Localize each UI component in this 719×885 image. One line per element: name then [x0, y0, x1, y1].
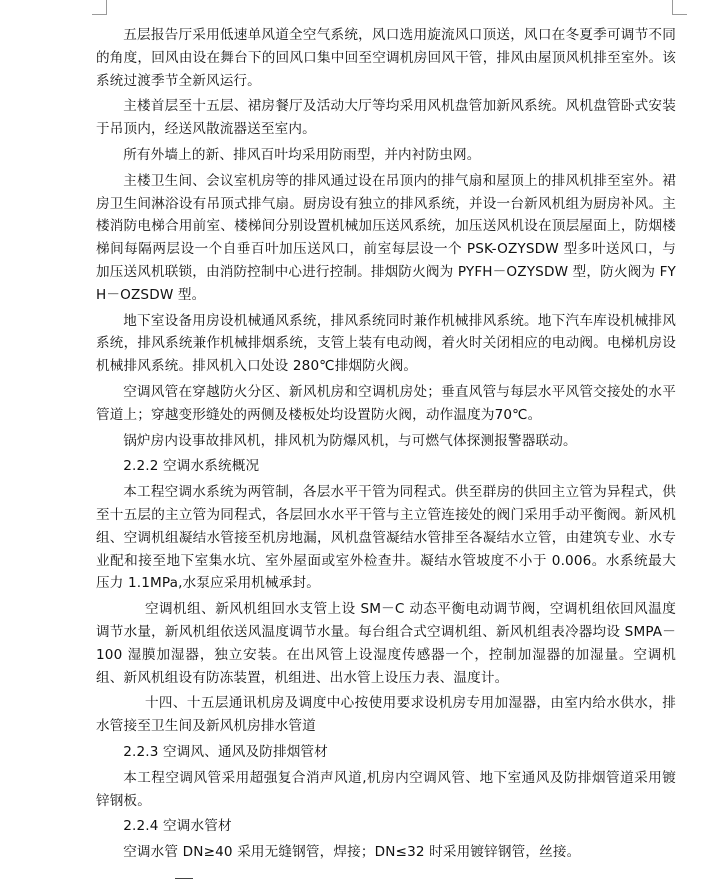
paragraph-fire-dampers: 空调风管在穿越防火分区、新风机房和空调机房处；垂直风管与每层水平风管交接处的水平管道上；穿越变形缝处的两侧及楼板处均设置防火阀，动作温度为70℃。	[96, 383, 676, 423]
paragraph-boiler-room-exhaust: 锅炉房内设事故排风机，排风机为防爆风机，与可燃气体探测报警器联动。	[123, 432, 577, 449]
paragraph-basement-ventilation: 地下室设备用房设机械通风系统，排风系统同时兼作机械排风系统。地下汽车库设机械排风系统，排风系统兼作机械排烟系统，支管上装有电动阀，着火时关闭相应的电动阀。电梯机房设机械排风系统。排风机入口处设 280℃排烟防火阀。	[96, 312, 676, 375]
section-heading-water-pipe-materials: 2.2.4 空调水管材	[123, 818, 232, 835]
paragraph-balancing-valves: 空调机组、新风机组回水支管上设 SM－C 动态平衡电动调节阀，空调机组依回风温度调节水量，新风机组依送风温度调节水量。每台组合式空调机组、新风机组表冷器均设 SMPA－100 湿膜加湿器，独立安装。在出风管上设湿度传感器一个，控制加湿器的加湿量。空调机组、新风机组设有防冻装置，机组进、出水管上设压力表、温度计。	[96, 601, 676, 686]
paragraph-exhaust-and-pressurization: 主楼卫生间、会议室机房等的排风通过设在吊顶内的排气扇和屋顶上的排风机排至室外。裙房卫生间淋浴设有吊顶式排气扇。厨房设有独立的排风系统，并设一台新风机组为厨房补风。主楼消防电梯合用前室、楼梯间分别设置机械加压送风系统，加压送风机设在顶层屋面上，防烟楼梯间每隔两层设一个自垂百叶加压送风口，前室每层设一个 PSK-OZYSDW 型多叶送风口，与加压送风机联锁，由消防控制中心进行控制。排烟防火阀为 PYFH－OZYSDW 型，防火阀为 FYH－OZSDW 型。	[96, 172, 676, 303]
paragraph-water-system-overview: 本工程空调水系统为两管制，各层水平干管为同程式。供至群房的供回主立管为异程式，供至十五层的主立管为同程式，各层回水水平干管与主立管连接处的阀门采用手动平衡阀。新风机组、空调机组凝结水管接至机房地漏，风机盘管凝结水管排至各凝结水立管，由建筑专业、水专业配和接至地下室集水坑、室外屋面或室外检查井。凝结水管坡度不小于 0.006。水系统最大压力 1.1MPa,水泵应采用机械承封。	[96, 484, 676, 592]
document-body	[96, 24, 676, 867]
paragraph-water-pipe-materials: 空调水管 DN≥40 采用无缝钢管，焊接；DN≤32 时采用镀锌钢管，丝接。	[123, 844, 581, 861]
section-heading-duct-materials: 2.2.3 空调风、通风及防排烟管材	[123, 743, 328, 760]
paragraph-duct-materials: 本工程空调风管采用超强复合消声风道,机房内空调风管、地下室通风及防排烟管道采用镀锌钢板。	[96, 769, 676, 809]
paragraph-auditorium-air-system: 五层报告厅采用低速单风道全空气系统，风口选用旋流风口顶送，风口在冬夏季可调节不同的角度，回风由设在舞台下的回风口集中回至空调机房回风干管，排风由屋顶风机排至室外。该系统过渡季节全新风运行。	[96, 27, 676, 89]
paragraph-humidifiers: 十四、十五层通讯机房及调度中心按使用要求设机房专用加湿器，由室内给水供水，排水管接至卫生间及新风机房排水管道	[96, 695, 676, 735]
page-corner-mark-left	[92, 0, 107, 15]
paragraph-fan-coil-system: 主楼首层至十五层、裙房餐厅及活动大厅等均采用风机盘管加新风系统。风机盘管卧式安装于吊顶内，经送风散流器送至室内。	[96, 98, 676, 138]
page-corner-mark-right	[672, 0, 687, 15]
paragraph-louvers: 所有外墙上的新、排风百叶均采用防雨型，并内衬防虫网。	[123, 146, 481, 163]
section-heading-water-system: 2.2.2 空调水系统概况	[123, 458, 260, 475]
